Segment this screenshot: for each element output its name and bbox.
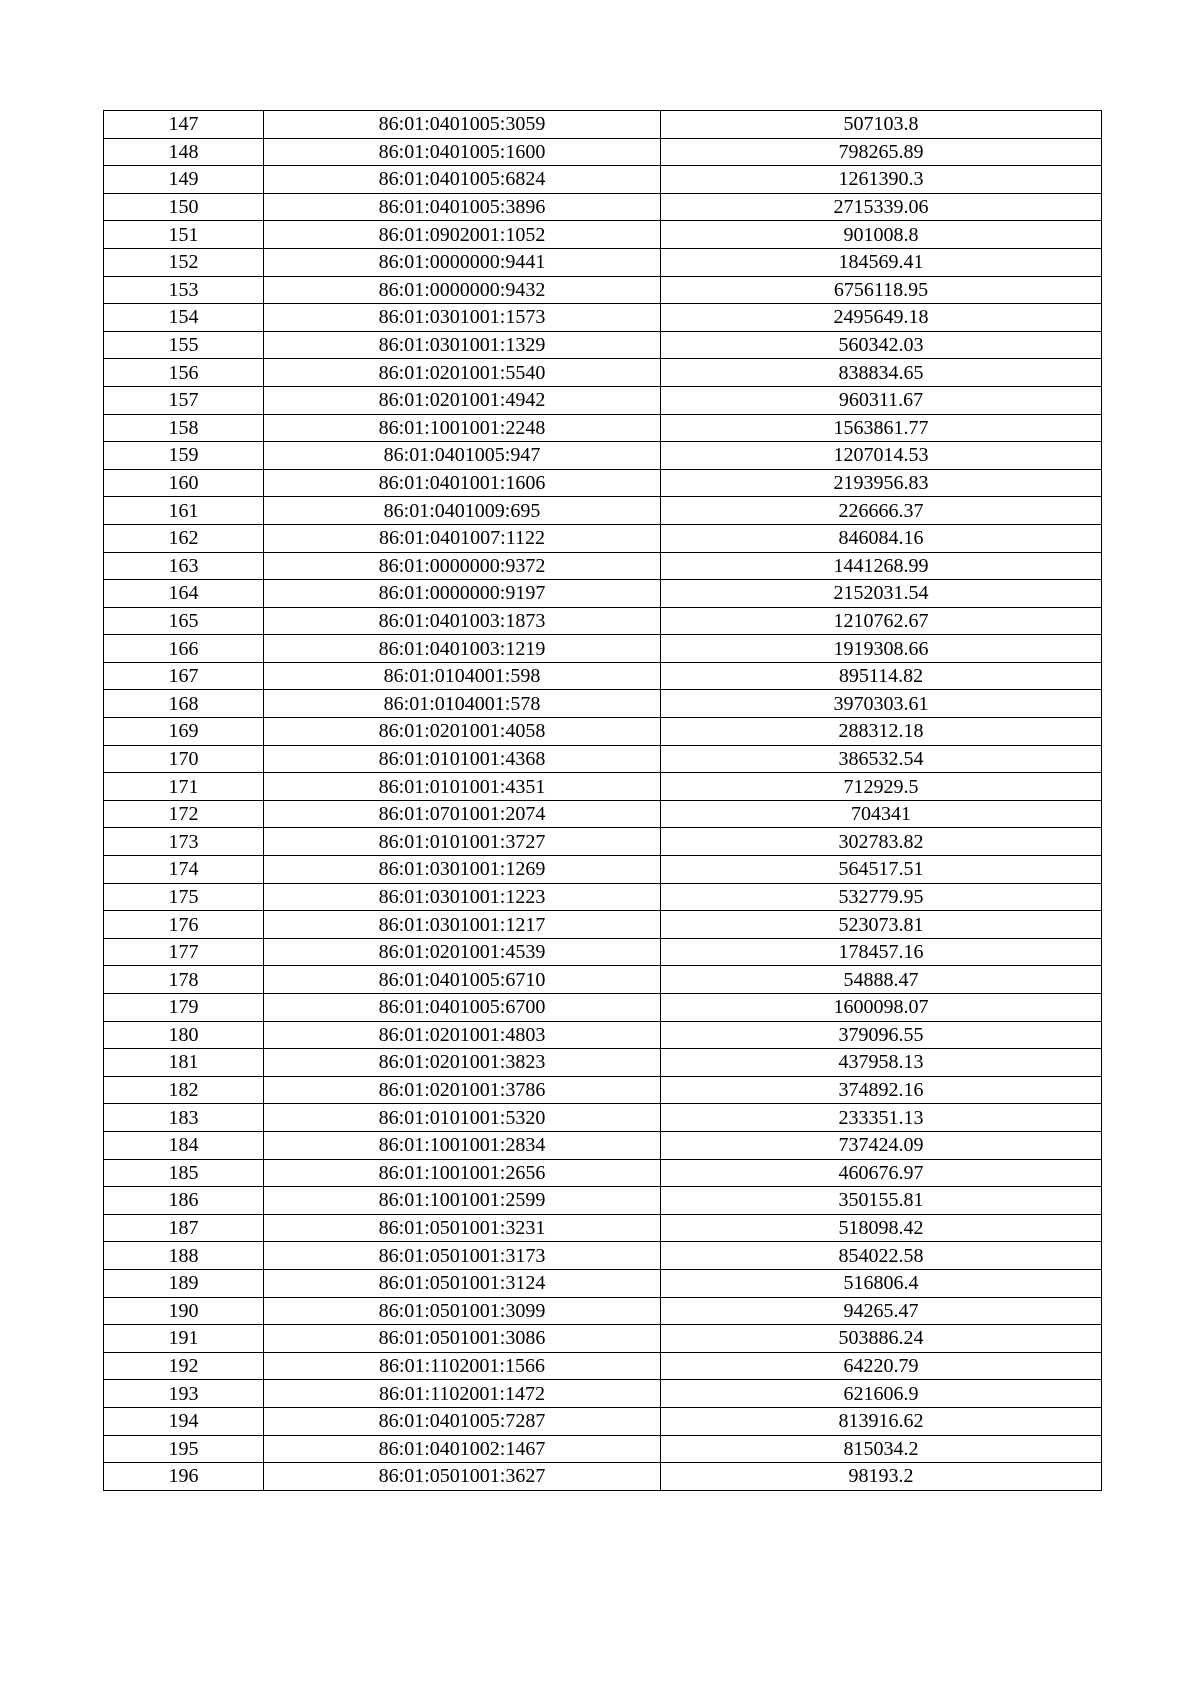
- row-number-cell: 156: [104, 359, 264, 387]
- row-number-cell: 182: [104, 1076, 264, 1104]
- table-row: [104, 828, 1102, 856]
- table-row: [104, 1407, 1102, 1435]
- table-row: [104, 193, 1102, 221]
- row-number-cell: 186: [104, 1187, 264, 1215]
- table-row: [104, 1021, 1102, 1049]
- cadastral-number-cell: 86:01:0101001:5320: [264, 1104, 661, 1132]
- table-row: [104, 1159, 1102, 1187]
- cadastral-value-cell: 621606.9: [661, 1380, 1102, 1408]
- cadastral-value-cell: 379096.55: [661, 1021, 1102, 1049]
- cadastral-number-cell: 86:01:0000000:9432: [264, 276, 661, 304]
- row-number-cell: 183: [104, 1104, 264, 1132]
- cadastral-number-cell: 86:01:0401005:1600: [264, 138, 661, 166]
- cadastral-number-cell: 86:01:0501001:3231: [264, 1214, 661, 1242]
- cadastral-value-table: [103, 110, 1102, 1491]
- cadastral-value-cell: 184569.41: [661, 248, 1102, 276]
- cadastral-number-cell: 86:01:0201001:5540: [264, 359, 661, 387]
- cadastral-value-cell: 6756118.95: [661, 276, 1102, 304]
- row-number-cell: 165: [104, 607, 264, 635]
- table-row: [104, 248, 1102, 276]
- cadastral-number-cell: 86:01:0401005:947: [264, 442, 661, 470]
- cadastral-number-cell: 86:01:0301001:1329: [264, 331, 661, 359]
- row-number-cell: 194: [104, 1407, 264, 1435]
- table-row: [104, 1104, 1102, 1132]
- table-row: [104, 745, 1102, 773]
- cadastral-number-cell: 86:01:1001001:2599: [264, 1187, 661, 1215]
- table-row: [104, 1131, 1102, 1159]
- row-number-cell: 169: [104, 718, 264, 746]
- cadastral-number-cell: 86:01:0301001:1217: [264, 911, 661, 939]
- table-row: [104, 938, 1102, 966]
- row-number-cell: 171: [104, 773, 264, 801]
- cadastral-number-cell: 86:01:0101001:4368: [264, 745, 661, 773]
- cadastral-number-cell: 86:01:0902001:1052: [264, 221, 661, 249]
- cadastral-value-cell: 1600098.07: [661, 994, 1102, 1022]
- cadastral-number-cell: 86:01:0101001:4351: [264, 773, 661, 801]
- row-number-cell: 161: [104, 497, 264, 525]
- cadastral-number-cell: 86:01:1001001:2834: [264, 1131, 661, 1159]
- cadastral-number-cell: 86:01:0501001:3173: [264, 1242, 661, 1270]
- cadastral-value-cell: 226666.37: [661, 497, 1102, 525]
- cadastral-value-cell: 3970303.61: [661, 690, 1102, 718]
- table-row: [104, 442, 1102, 470]
- cadastral-number-cell: 86:01:0401005:6710: [264, 966, 661, 994]
- cadastral-number-cell: 86:01:0501001:3627: [264, 1463, 661, 1491]
- cadastral-value-cell: 523073.81: [661, 911, 1102, 939]
- cadastral-number-cell: 86:01:0201001:4058: [264, 718, 661, 746]
- row-number-cell: 195: [104, 1435, 264, 1463]
- table-row: [104, 524, 1102, 552]
- cadastral-number-cell: 86:01:0101001:3727: [264, 828, 661, 856]
- cadastral-value-cell: 2193956.83: [661, 469, 1102, 497]
- cadastral-number-cell: 86:01:0401005:6700: [264, 994, 661, 1022]
- cadastral-number-cell: 86:01:0000000:9197: [264, 580, 661, 608]
- cadastral-value-cell: 460676.97: [661, 1159, 1102, 1187]
- cadastral-value-cell: 901008.8: [661, 221, 1102, 249]
- table-row: [104, 883, 1102, 911]
- table-row: [104, 414, 1102, 442]
- cadastral-value-cell: 386532.54: [661, 745, 1102, 773]
- table-row: [104, 359, 1102, 387]
- cadastral-value-cell: 1210762.67: [661, 607, 1102, 635]
- table-row: [104, 1325, 1102, 1353]
- cadastral-number-cell: 86:01:0401007:1122: [264, 524, 661, 552]
- table-row: [104, 469, 1102, 497]
- cadastral-value-cell: 516806.4: [661, 1269, 1102, 1297]
- row-number-cell: 152: [104, 248, 264, 276]
- table-row: [104, 718, 1102, 746]
- table-row: [104, 966, 1102, 994]
- table-row: [104, 607, 1102, 635]
- row-number-cell: 163: [104, 552, 264, 580]
- row-number-cell: 147: [104, 111, 264, 139]
- cadastral-number-cell: 86:01:0000000:9441: [264, 248, 661, 276]
- cadastral-value-cell: 712929.5: [661, 773, 1102, 801]
- cadastral-value-cell: 288312.18: [661, 718, 1102, 746]
- row-number-cell: 189: [104, 1269, 264, 1297]
- cadastral-number-cell: 86:01:0401001:1606: [264, 469, 661, 497]
- cadastral-value-cell: 960311.67: [661, 386, 1102, 414]
- row-number-cell: 148: [104, 138, 264, 166]
- row-number-cell: 175: [104, 883, 264, 911]
- row-number-cell: 178: [104, 966, 264, 994]
- cadastral-value-cell: 507103.8: [661, 111, 1102, 139]
- row-number-cell: 190: [104, 1297, 264, 1325]
- cadastral-value-cell: 2715339.06: [661, 193, 1102, 221]
- table-row: [104, 304, 1102, 332]
- cadastral-number-cell: 86:01:0000000:9372: [264, 552, 661, 580]
- cadastral-number-cell: 86:01:1102001:1472: [264, 1380, 661, 1408]
- cadastral-value-cell: 704341: [661, 800, 1102, 828]
- cadastral-number-cell: 86:01:0104001:578: [264, 690, 661, 718]
- cadastral-number-cell: 86:01:0401003:1219: [264, 635, 661, 663]
- row-number-cell: 159: [104, 442, 264, 470]
- cadastral-value-cell: 1919308.66: [661, 635, 1102, 663]
- cadastral-value-cell: 1441268.99: [661, 552, 1102, 580]
- cadastral-number-cell: 86:01:0401005:6824: [264, 166, 661, 194]
- table-row: [104, 1463, 1102, 1491]
- row-number-cell: 164: [104, 580, 264, 608]
- table-row: [104, 138, 1102, 166]
- table-row: [104, 1269, 1102, 1297]
- cadastral-number-cell: 86:01:0401005:7287: [264, 1407, 661, 1435]
- cadastral-number-cell: 86:01:0201001:4803: [264, 1021, 661, 1049]
- cadastral-number-cell: 86:01:1102001:1566: [264, 1352, 661, 1380]
- cadastral-value-cell: 737424.09: [661, 1131, 1102, 1159]
- row-number-cell: 153: [104, 276, 264, 304]
- table-row: [104, 580, 1102, 608]
- row-number-cell: 154: [104, 304, 264, 332]
- row-number-cell: 185: [104, 1159, 264, 1187]
- cadastral-value-cell: 815034.2: [661, 1435, 1102, 1463]
- row-number-cell: 158: [104, 414, 264, 442]
- cadastral-value-cell: 813916.62: [661, 1407, 1102, 1435]
- cadastral-value-cell: 233351.13: [661, 1104, 1102, 1132]
- cadastral-value-cell: 374892.16: [661, 1076, 1102, 1104]
- cadastral-number-cell: 86:01:1001001:2656: [264, 1159, 661, 1187]
- cadastral-value-cell: 503886.24: [661, 1325, 1102, 1353]
- table-row: [104, 1242, 1102, 1270]
- cadastral-value-cell: 302783.82: [661, 828, 1102, 856]
- cadastral-value-cell: 64220.79: [661, 1352, 1102, 1380]
- table-row: [104, 1187, 1102, 1215]
- cadastral-number-cell: 86:01:0301001:1223: [264, 883, 661, 911]
- cadastral-value-cell: 838834.65: [661, 359, 1102, 387]
- cadastral-number-cell: 86:01:0201001:4539: [264, 938, 661, 966]
- table-row: [104, 773, 1102, 801]
- row-number-cell: 188: [104, 1242, 264, 1270]
- cadastral-value-cell: 2495649.18: [661, 304, 1102, 332]
- row-number-cell: 162: [104, 524, 264, 552]
- table-row: [104, 552, 1102, 580]
- row-number-cell: 179: [104, 994, 264, 1022]
- table-row: [104, 662, 1102, 690]
- cadastral-value-cell: 564517.51: [661, 856, 1102, 884]
- row-number-cell: 174: [104, 856, 264, 884]
- cadastral-number-cell: 86:01:0301001:1269: [264, 856, 661, 884]
- cadastral-number-cell: 86:01:0201001:3786: [264, 1076, 661, 1104]
- cadastral-number-cell: 86:01:0301001:1573: [264, 304, 661, 332]
- table-row: [104, 911, 1102, 939]
- row-number-cell: 181: [104, 1049, 264, 1077]
- cadastral-value-cell: 1261390.3: [661, 166, 1102, 194]
- row-number-cell: 192: [104, 1352, 264, 1380]
- table-row: [104, 800, 1102, 828]
- cadastral-value-cell: 178457.16: [661, 938, 1102, 966]
- table-row: [104, 386, 1102, 414]
- row-number-cell: 160: [104, 469, 264, 497]
- row-number-cell: 196: [104, 1463, 264, 1491]
- row-number-cell: 166: [104, 635, 264, 663]
- row-number-cell: 172: [104, 800, 264, 828]
- cadastral-value-cell: 94265.47: [661, 1297, 1102, 1325]
- row-number-cell: 177: [104, 938, 264, 966]
- row-number-cell: 168: [104, 690, 264, 718]
- cadastral-number-cell: 86:01:1001001:2248: [264, 414, 661, 442]
- table-row: [104, 1380, 1102, 1408]
- cadastral-number-cell: 86:01:0104001:598: [264, 662, 661, 690]
- table-row: [104, 1214, 1102, 1242]
- table-row: [104, 276, 1102, 304]
- row-number-cell: 193: [104, 1380, 264, 1408]
- cadastral-value-cell: 798265.89: [661, 138, 1102, 166]
- cadastral-value-cell: 98193.2: [661, 1463, 1102, 1491]
- row-number-cell: 187: [104, 1214, 264, 1242]
- table-row: [104, 111, 1102, 139]
- cadastral-value-cell: 518098.42: [661, 1214, 1102, 1242]
- table-row: [104, 1352, 1102, 1380]
- table-row: [104, 994, 1102, 1022]
- row-number-cell: 176: [104, 911, 264, 939]
- table-row: [104, 1049, 1102, 1077]
- cadastral-value-cell: 532779.95: [661, 883, 1102, 911]
- cadastral-value-cell: 895114.82: [661, 662, 1102, 690]
- cadastral-number-cell: 86:01:0401009:695: [264, 497, 661, 525]
- cadastral-number-cell: 86:01:0501001:3099: [264, 1297, 661, 1325]
- row-number-cell: 155: [104, 331, 264, 359]
- cadastral-number-cell: 86:01:0401005:3896: [264, 193, 661, 221]
- table-row: [104, 166, 1102, 194]
- cadastral-value-cell: 350155.81: [661, 1187, 1102, 1215]
- row-number-cell: 180: [104, 1021, 264, 1049]
- cadastral-number-cell: 86:01:0201001:4942: [264, 386, 661, 414]
- cadastral-number-cell: 86:01:0401005:3059: [264, 111, 661, 139]
- row-number-cell: 167: [104, 662, 264, 690]
- row-number-cell: 173: [104, 828, 264, 856]
- cadastral-value-cell: 854022.58: [661, 1242, 1102, 1270]
- cadastral-number-cell: 86:01:0401003:1873: [264, 607, 661, 635]
- row-number-cell: 151: [104, 221, 264, 249]
- cadastral-value-cell: 1563861.77: [661, 414, 1102, 442]
- table-row: [104, 635, 1102, 663]
- cadastral-number-cell: 86:01:0201001:3823: [264, 1049, 661, 1077]
- row-number-cell: 150: [104, 193, 264, 221]
- cadastral-value-cell: 54888.47: [661, 966, 1102, 994]
- cadastral-value-cell: 2152031.54: [661, 580, 1102, 608]
- cadastral-number-cell: 86:01:0501001:3124: [264, 1269, 661, 1297]
- cadastral-number-cell: 86:01:0401002:1467: [264, 1435, 661, 1463]
- cadastral-value-cell: 1207014.53: [661, 442, 1102, 470]
- cadastral-value-cell: 846084.16: [661, 524, 1102, 552]
- row-number-cell: 170: [104, 745, 264, 773]
- cadastral-value-cell: 437958.13: [661, 1049, 1102, 1077]
- table-row: [104, 690, 1102, 718]
- cadastral-number-cell: 86:01:0701001:2074: [264, 800, 661, 828]
- cadastral-value-cell: 560342.03: [661, 331, 1102, 359]
- table-row: [104, 1435, 1102, 1463]
- table-row: [104, 1297, 1102, 1325]
- table-row: [104, 1076, 1102, 1104]
- row-number-cell: 157: [104, 386, 264, 414]
- row-number-cell: 191: [104, 1325, 264, 1353]
- row-number-cell: 149: [104, 166, 264, 194]
- table-row: [104, 497, 1102, 525]
- row-number-cell: 184: [104, 1131, 264, 1159]
- cadastral-number-cell: 86:01:0501001:3086: [264, 1325, 661, 1353]
- table-body: [104, 111, 1102, 1491]
- table-row: [104, 221, 1102, 249]
- table-row: [104, 331, 1102, 359]
- table-row: [104, 856, 1102, 884]
